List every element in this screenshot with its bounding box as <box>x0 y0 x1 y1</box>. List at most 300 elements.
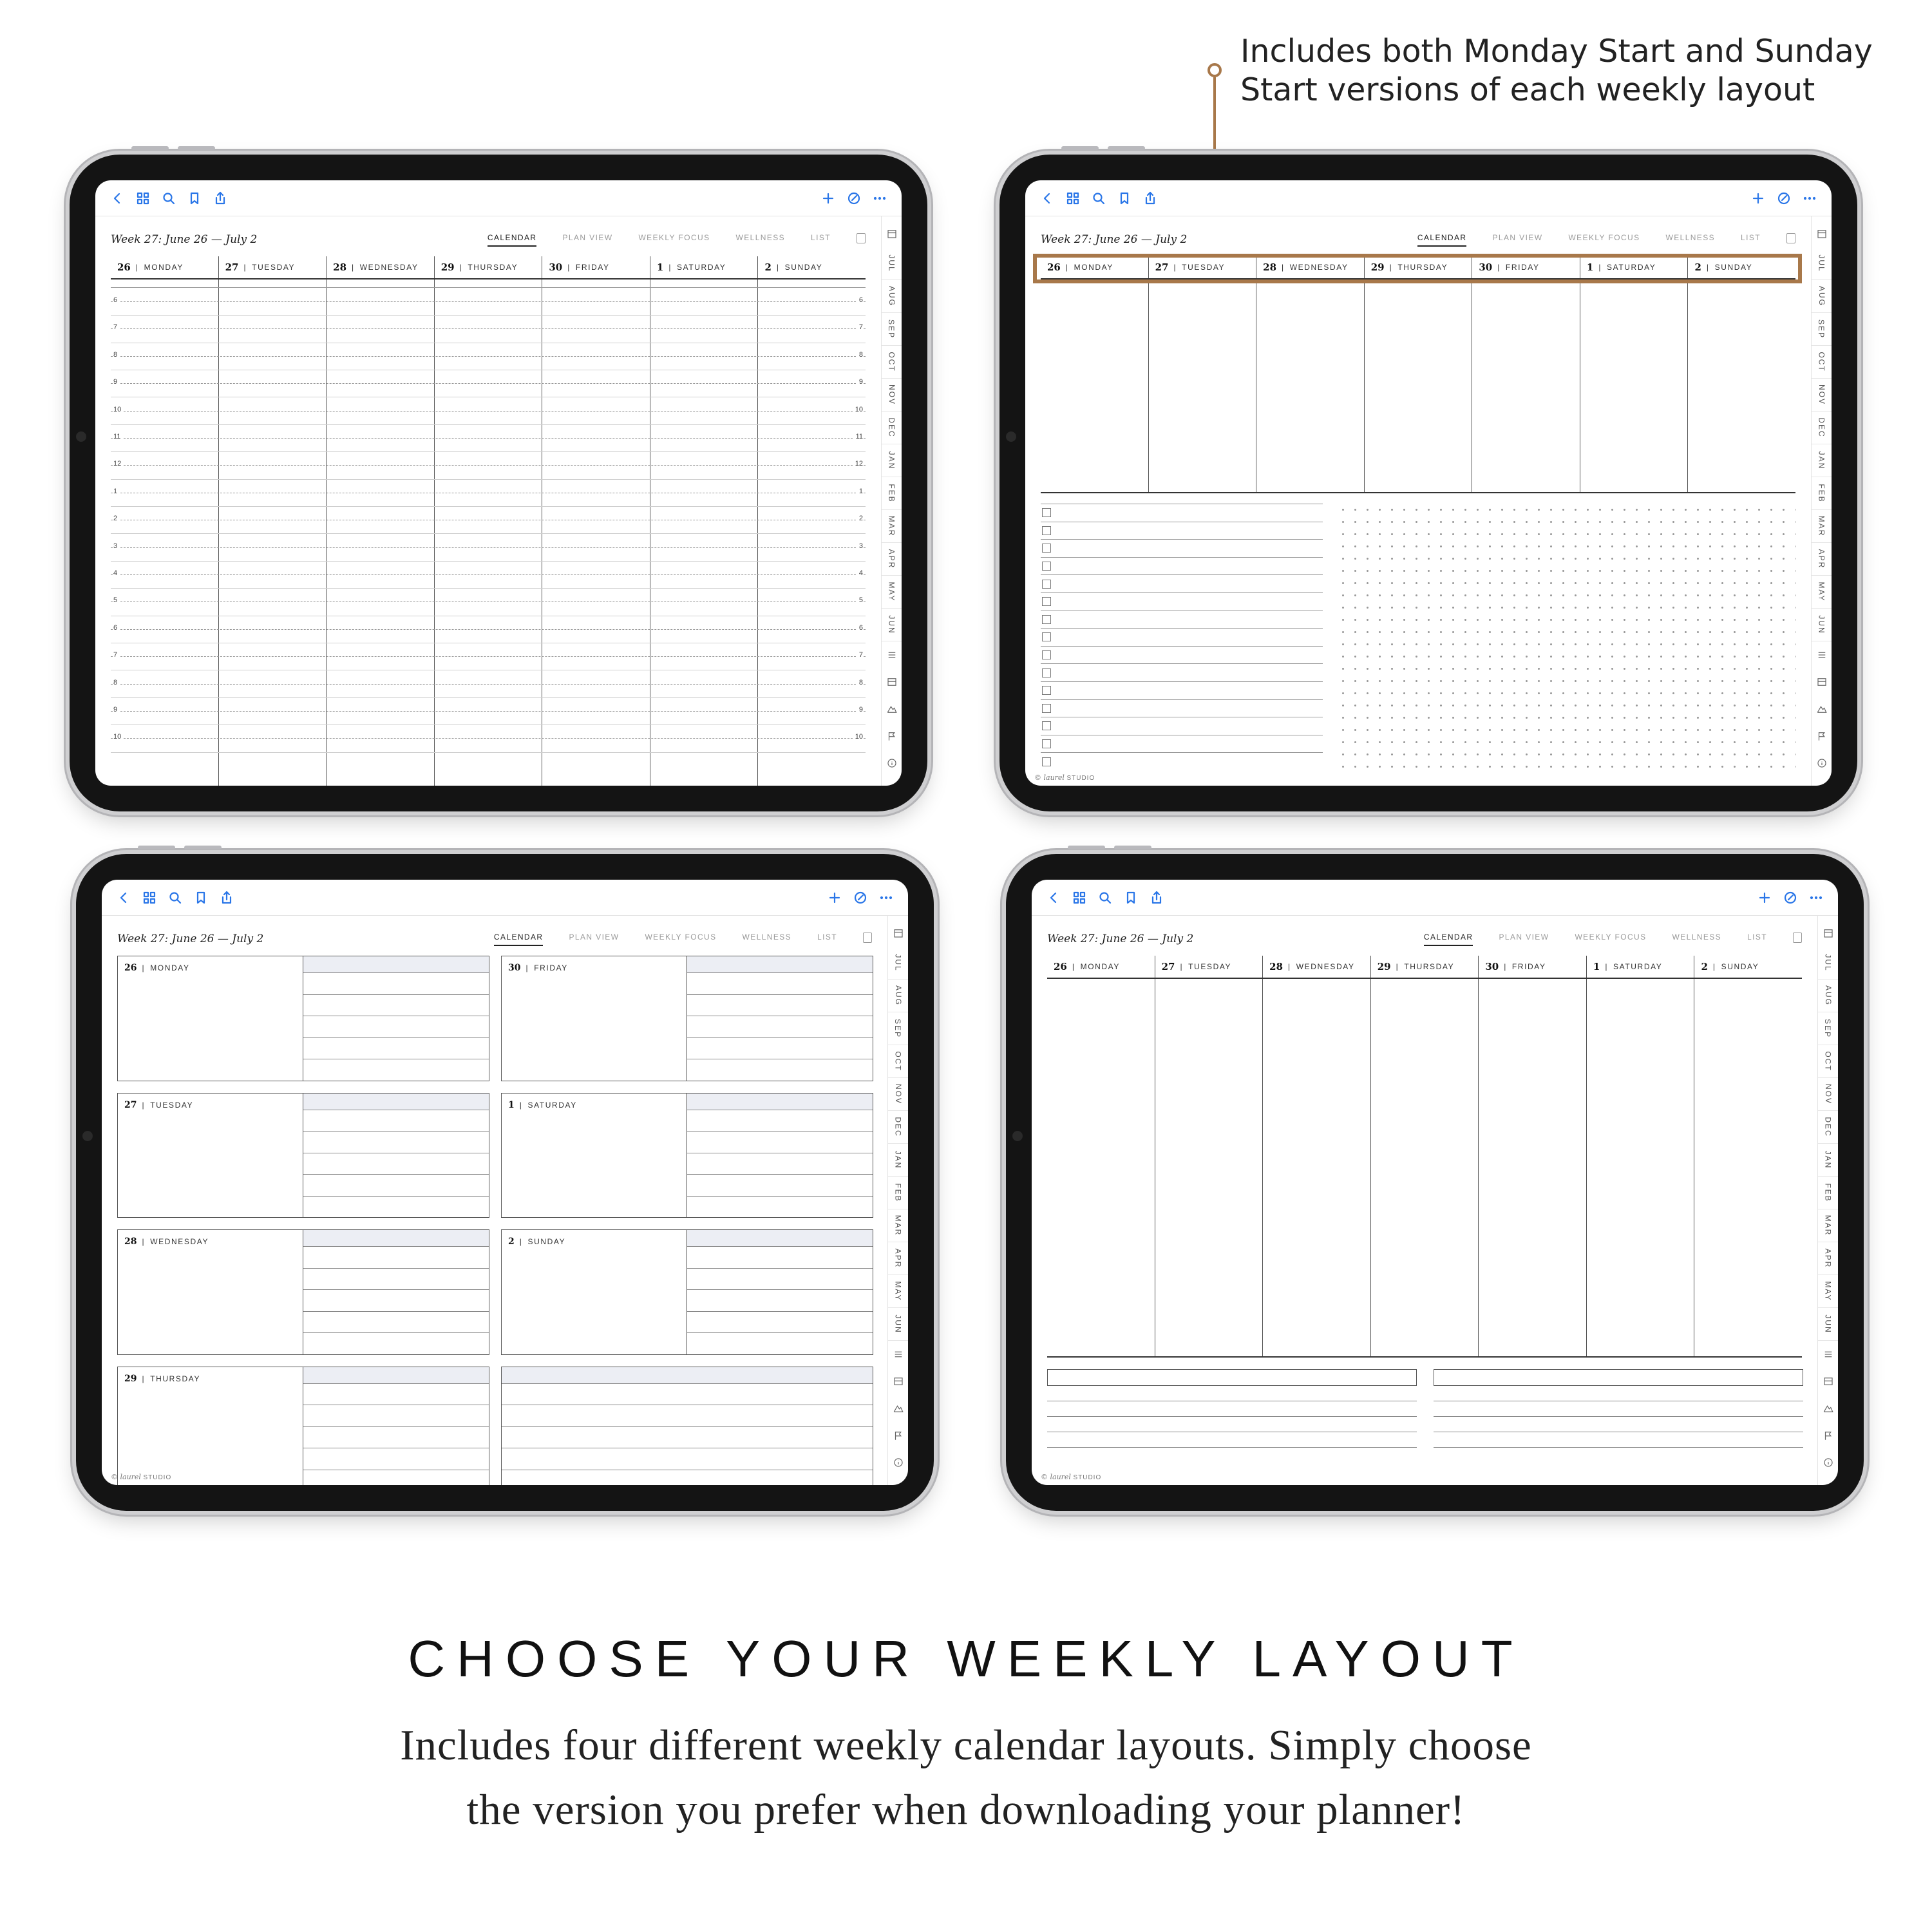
task-row[interactable] <box>1041 752 1323 770</box>
month-tab-sep[interactable] <box>1818 1012 1838 1045</box>
day-box-grid <box>117 956 872 1470</box>
tab-calendar[interactable]: CALENDAR <box>488 233 537 247</box>
month-tab-oct[interactable] <box>888 1045 908 1078</box>
line <box>303 973 489 995</box>
calendar-icon[interactable] <box>882 220 902 247</box>
calendar-icon[interactable] <box>1812 220 1832 247</box>
task-row[interactable] <box>1041 663 1323 681</box>
month-tab-apr[interactable] <box>1812 543 1832 576</box>
month-tab-oct[interactable] <box>1812 346 1832 379</box>
layout-icon[interactable] <box>888 1368 908 1395</box>
hour-rule <box>111 356 866 357</box>
pencil-circle-icon[interactable] <box>1777 885 1803 911</box>
day-name: THURSDAY <box>468 263 518 272</box>
day-number: 27 <box>1161 961 1175 972</box>
task-checkbox[interactable] <box>1042 632 1051 641</box>
day-column-tuesday[interactable] <box>1155 979 1263 1356</box>
notes-line <box>1047 1417 1417 1432</box>
month-tab-label: JAN <box>1823 1150 1833 1170</box>
day-number: 1 <box>508 1099 515 1110</box>
line <box>687 1269 873 1291</box>
bookmark-icon[interactable] <box>182 185 207 211</box>
day-column-saturday[interactable] <box>1586 979 1694 1356</box>
info-icon[interactable] <box>888 1449 908 1476</box>
tab-wellness[interactable]: WELLNESS <box>735 233 786 242</box>
month-tab-oct[interactable] <box>1818 1045 1838 1078</box>
plus-icon[interactable] <box>1752 885 1777 911</box>
dot-grid <box>1337 504 1795 770</box>
day-box-tuesday[interactable] <box>117 1093 489 1218</box>
day-box-lines <box>502 1367 873 1486</box>
layout-icon[interactable] <box>1812 668 1832 696</box>
day-separator: | <box>142 1100 146 1110</box>
month-tab-label: JUN <box>1817 615 1826 634</box>
share-icon[interactable] <box>1137 185 1163 211</box>
pencil-circle-icon[interactable] <box>848 885 873 911</box>
day-number: 30 <box>549 261 563 273</box>
search-icon[interactable] <box>1086 185 1112 211</box>
day-box-sunday[interactable] <box>501 1229 873 1355</box>
day-header-thursday[interactable] <box>434 256 542 278</box>
month-tab-sep[interactable] <box>1812 313 1832 346</box>
month-tab-jun[interactable] <box>1812 609 1832 641</box>
day-column-wednesday[interactable] <box>1256 279 1364 492</box>
task-checkbox[interactable] <box>1042 739 1051 748</box>
month-tab-jun[interactable] <box>1818 1308 1838 1341</box>
month-tab-nov[interactable] <box>1818 1078 1838 1111</box>
more-icon[interactable] <box>873 885 899 911</box>
mountain-icon[interactable] <box>888 1395 908 1422</box>
notes-header-box[interactable] <box>1434 1369 1803 1386</box>
day-separator: | <box>519 1100 523 1110</box>
plus-icon[interactable] <box>822 885 848 911</box>
more-icon[interactable] <box>1797 185 1823 211</box>
line <box>303 1405 489 1427</box>
month-tab-feb[interactable] <box>1818 1177 1838 1209</box>
task-checkbox[interactable] <box>1042 615 1051 624</box>
task-list <box>1041 504 1323 786</box>
list-icon[interactable] <box>1812 641 1832 668</box>
day-column-saturday[interactable] <box>1580 279 1688 492</box>
day-column-friday[interactable] <box>1478 979 1586 1356</box>
day-header-saturday[interactable] <box>650 256 758 278</box>
line <box>687 1153 873 1175</box>
share-icon[interactable] <box>1144 885 1170 911</box>
day-column-thursday[interactable] <box>1370 979 1479 1356</box>
day-header-thursday[interactable] <box>1370 956 1479 978</box>
day-header-sunday[interactable] <box>757 256 866 278</box>
month-tab-dec[interactable] <box>1818 1111 1838 1144</box>
month-tab-may[interactable] <box>1812 576 1832 609</box>
pencil-circle-icon[interactable] <box>841 185 867 211</box>
month-tab-jan[interactable] <box>888 1144 908 1177</box>
day-header-friday[interactable] <box>542 256 650 278</box>
plus-icon[interactable] <box>815 185 841 211</box>
month-side-tabs <box>881 216 902 786</box>
day-column-sunday[interactable] <box>1694 979 1802 1356</box>
month-tab-label: APR <box>1823 1248 1833 1269</box>
line <box>687 1197 873 1218</box>
more-icon[interactable] <box>867 185 893 211</box>
day-name: MONDAY <box>1074 263 1113 272</box>
month-tab-may[interactable] <box>882 576 902 609</box>
task-row[interactable] <box>1041 628 1323 646</box>
day-column-sunday[interactable] <box>1687 279 1795 492</box>
month-tab-label: FEB <box>893 1183 903 1202</box>
line <box>687 1333 873 1354</box>
day-box-friday[interactable] <box>501 956 873 1081</box>
hour-rule <box>111 383 866 384</box>
day-box-lines <box>303 1230 489 1354</box>
layout-icon[interactable] <box>1818 1368 1838 1395</box>
info-icon[interactable] <box>1818 1449 1838 1476</box>
back-icon[interactable] <box>1041 885 1066 911</box>
day-number: 1 <box>1593 961 1600 972</box>
month-tab-jul[interactable] <box>882 247 902 280</box>
day-box-saturday[interactable] <box>501 1093 873 1218</box>
month-tab-feb[interactable] <box>888 1177 908 1209</box>
notes-line <box>1047 1386 1417 1401</box>
volume-button <box>1068 846 1105 849</box>
annotation-pin-dot <box>1208 63 1222 77</box>
task-row[interactable] <box>1041 522 1323 540</box>
month-tab-label: OCT <box>893 1051 903 1072</box>
hour-label-left: 6 <box>113 624 119 632</box>
task-row[interactable] <box>1041 504 1323 522</box>
month-tab-jul[interactable] <box>1818 947 1838 980</box>
day-number: 29 <box>1370 261 1385 273</box>
day-column-monday[interactable] <box>1047 979 1155 1356</box>
tab-plan-view[interactable]: PLAN VIEW <box>569 933 620 942</box>
task-row[interactable] <box>1041 557 1323 575</box>
month-tab-label: APR <box>887 549 896 569</box>
tab-calendar[interactable]: CALENDAR <box>494 933 544 946</box>
day-header-friday[interactable] <box>1478 956 1586 978</box>
day-number: 1 <box>656 261 664 273</box>
task-row[interactable] <box>1041 735 1323 753</box>
month-tab-oct[interactable] <box>882 346 902 379</box>
month-tab-jun[interactable] <box>882 609 902 641</box>
flag-icon[interactable] <box>1812 723 1832 750</box>
day-header-wednesday[interactable] <box>326 256 434 278</box>
day-separator: | <box>668 263 672 272</box>
day-column-friday[interactable] <box>1472 279 1580 492</box>
task-row[interactable] <box>1041 611 1323 629</box>
month-tab-nov[interactable] <box>882 379 902 412</box>
hour-rule <box>111 547 866 548</box>
day-number: 26 <box>1054 961 1067 972</box>
hour-label-right: 1 <box>857 488 863 495</box>
month-tab-label: JUL <box>1817 254 1826 272</box>
document-icon[interactable] <box>1786 233 1795 243</box>
day-name: TUESDAY <box>1182 263 1226 272</box>
tablet-vertical-notes-layout <box>1006 854 1864 1511</box>
info-icon[interactable] <box>1812 750 1832 777</box>
month-tab-may[interactable] <box>888 1275 908 1308</box>
document-icon[interactable] <box>857 233 866 243</box>
line <box>687 1312 873 1334</box>
tab-plan-view[interactable]: PLAN VIEW <box>1492 233 1543 242</box>
hour-rule <box>111 711 866 712</box>
task-checkbox[interactable] <box>1042 580 1051 589</box>
hour-rule <box>111 656 866 657</box>
task-row[interactable] <box>1041 699 1323 717</box>
day-header-tuesday[interactable] <box>218 256 327 278</box>
flag-icon[interactable] <box>888 1422 908 1449</box>
task-checkbox[interactable] <box>1042 526 1051 535</box>
day-box-left <box>502 956 687 1081</box>
hour-rule <box>111 328 866 329</box>
month-tab-jan[interactable] <box>1812 444 1832 477</box>
day-name: MONDAY <box>1080 962 1120 971</box>
tab-weekly-focus[interactable]: WEEKLY FOCUS <box>645 933 717 942</box>
task-row[interactable] <box>1041 539 1323 557</box>
day-header-monday[interactable] <box>1047 956 1155 978</box>
day-separator: | <box>1389 263 1393 272</box>
description-line-2: the version you prefer when downloading your planner! <box>466 1786 1466 1833</box>
day-box-wednesday[interactable] <box>117 1229 489 1355</box>
tab-list[interactable]: LIST <box>811 233 831 242</box>
volume-button <box>178 146 215 150</box>
notes-column[interactable] <box>1047 1369 1417 1448</box>
month-tab-label: MAY <box>1823 1281 1833 1302</box>
day-number: 28 <box>124 1236 137 1247</box>
hour-label-right: 6 <box>857 624 863 632</box>
task-checkbox[interactable] <box>1042 597 1051 606</box>
day-number: 26 <box>117 261 131 273</box>
tab-weekly-focus[interactable]: WEEKLY FOCUS <box>1568 233 1640 242</box>
month-tab-apr[interactable] <box>1818 1242 1838 1275</box>
grid-icon[interactable] <box>130 185 156 211</box>
task-checkbox[interactable] <box>1042 704 1051 713</box>
month-tab-label: OCT <box>1823 1051 1833 1072</box>
day-box-thursday[interactable] <box>117 1367 489 1486</box>
month-tab-label: JAN <box>887 451 896 470</box>
copyright: © laurel STUDIO <box>1041 1473 1102 1481</box>
month-tab-dec[interactable] <box>1812 412 1832 444</box>
task-checkbox[interactable] <box>1042 562 1051 571</box>
plus-icon[interactable] <box>1745 185 1771 211</box>
day-number: 2 <box>764 261 772 273</box>
task-checkbox[interactable] <box>1042 668 1051 677</box>
month-tab-mar[interactable] <box>882 510 902 543</box>
task-checkbox[interactable] <box>1042 757 1051 766</box>
month-tab-mar[interactable] <box>1818 1209 1838 1242</box>
line <box>303 1016 489 1038</box>
task-row[interactable] <box>1041 681 1323 699</box>
list-icon[interactable] <box>888 1341 908 1368</box>
extra-notes-box[interactable] <box>501 1367 873 1486</box>
layout-icon[interactable] <box>882 668 902 696</box>
line <box>303 1470 489 1486</box>
toolbar <box>102 880 908 916</box>
day-separator: | <box>519 1237 523 1246</box>
month-tab-label: JUN <box>1823 1314 1833 1334</box>
tab-calendar[interactable]: CALENDAR <box>1417 233 1467 247</box>
month-tab-mar[interactable] <box>1812 510 1832 543</box>
task-row[interactable] <box>1041 717 1323 735</box>
tab-list[interactable]: LIST <box>817 933 837 942</box>
tab-list[interactable]: LIST <box>1741 233 1761 242</box>
task-checkbox[interactable] <box>1042 508 1051 517</box>
calendar-icon[interactable] <box>888 920 908 947</box>
notes-header-box[interactable] <box>1047 1369 1417 1386</box>
mountain-icon[interactable] <box>1812 696 1832 723</box>
back-icon[interactable] <box>1034 185 1060 211</box>
month-tab-feb[interactable] <box>1812 477 1832 510</box>
month-tab-may[interactable] <box>1818 1275 1838 1308</box>
day-separator: | <box>1173 263 1177 272</box>
line <box>502 1448 873 1470</box>
calendar-icon[interactable] <box>1818 920 1838 947</box>
volume-button <box>131 146 169 150</box>
tab-plan-view[interactable]: PLAN VIEW <box>1499 933 1549 942</box>
tab-calendar[interactable]: CALENDAR <box>1424 933 1473 946</box>
day-column-monday[interactable] <box>1041 279 1148 492</box>
info-icon[interactable] <box>882 750 902 777</box>
line <box>502 1384 873 1406</box>
month-tab-dec[interactable] <box>888 1111 908 1144</box>
tab-wellness[interactable]: WELLNESS <box>1672 933 1722 942</box>
month-tab-jan[interactable] <box>1818 1144 1838 1177</box>
tab-wellness[interactable]: WELLNESS <box>742 933 792 942</box>
page-content <box>117 916 872 1485</box>
month-tab-apr[interactable] <box>882 543 902 576</box>
volume-button <box>184 846 222 849</box>
day-number: 26 <box>1047 261 1061 273</box>
volume-button <box>1061 146 1099 150</box>
week-title: Week 27: June 26 — July 2 <box>117 933 264 945</box>
pencil-circle-icon[interactable] <box>1771 185 1797 211</box>
search-icon[interactable] <box>156 185 182 211</box>
back-icon[interactable] <box>111 885 137 911</box>
camera-dot <box>76 431 86 442</box>
share-icon[interactable] <box>207 185 233 211</box>
tab-weekly-focus[interactable]: WEEKLY FOCUS <box>1575 933 1647 942</box>
document-icon[interactable] <box>863 933 872 943</box>
search-icon[interactable] <box>1092 885 1118 911</box>
month-tab-nov[interactable] <box>888 1078 908 1111</box>
day-column-wednesday[interactable] <box>1262 979 1370 1356</box>
search-icon[interactable] <box>162 885 188 911</box>
day-separator: | <box>1072 962 1075 971</box>
day-separator: | <box>243 263 247 272</box>
month-tab-label: SEP <box>1817 319 1826 339</box>
notes-column[interactable] <box>1434 1369 1803 1448</box>
month-tab-aug[interactable] <box>888 980 908 1012</box>
month-tab-aug[interactable] <box>1812 280 1832 313</box>
task-row[interactable] <box>1041 574 1323 592</box>
line <box>502 1427 873 1449</box>
month-tab-label: JUL <box>887 254 896 272</box>
hour-label-right: 7 <box>857 323 863 331</box>
month-tab-aug[interactable] <box>1818 980 1838 1012</box>
month-tab-sep[interactable] <box>882 313 902 346</box>
task-checkbox[interactable] <box>1042 686 1051 695</box>
line <box>687 1038 873 1060</box>
month-tab-sep[interactable] <box>888 1012 908 1045</box>
month-tab-apr[interactable] <box>888 1242 908 1275</box>
share-icon[interactable] <box>214 885 240 911</box>
tab-wellness[interactable]: WELLNESS <box>1665 233 1716 242</box>
flag-icon[interactable] <box>882 723 902 750</box>
half-hour-rule <box>111 479 866 480</box>
day-header-monday[interactable] <box>111 256 218 278</box>
day-name: TUESDAY <box>1188 962 1232 971</box>
list-icon[interactable] <box>882 641 902 668</box>
back-icon[interactable] <box>104 185 130 211</box>
task-row[interactable] <box>1041 646 1323 664</box>
more-icon[interactable] <box>1803 885 1829 911</box>
month-tab-label: MAR <box>1817 515 1826 537</box>
grid-icon[interactable] <box>1066 885 1092 911</box>
tab-plan-view[interactable]: PLAN VIEW <box>562 233 613 242</box>
annotation-line-2: Start versions of each weekly layout <box>1240 71 1815 108</box>
document-icon[interactable] <box>1793 933 1802 943</box>
day-box-left <box>502 1230 687 1354</box>
half-hour-rule <box>111 506 866 507</box>
day-box-monday[interactable] <box>117 956 489 1081</box>
day-number: 30 <box>1485 961 1499 972</box>
day-column-thursday[interactable] <box>1364 279 1472 492</box>
task-checkbox[interactable] <box>1042 650 1051 659</box>
line <box>303 1059 489 1081</box>
month-tab-label: DEC <box>887 417 896 438</box>
bookmark-icon[interactable] <box>188 885 214 911</box>
day-number: 2 <box>1701 961 1708 972</box>
task-row[interactable] <box>1041 592 1323 611</box>
tab-list[interactable]: LIST <box>1747 933 1767 942</box>
month-tab-mar[interactable] <box>888 1209 908 1242</box>
month-tab-label: MAR <box>1823 1215 1833 1236</box>
day-header-tuesday[interactable] <box>1155 956 1263 978</box>
day-header-sunday[interactable] <box>1694 956 1802 978</box>
month-tab-jan[interactable] <box>882 444 902 477</box>
month-tab-nov[interactable] <box>1812 379 1832 412</box>
month-tab-jul[interactable] <box>888 947 908 980</box>
month-tab-label: NOV <box>1817 384 1826 406</box>
day-header-wednesday[interactable] <box>1262 956 1370 978</box>
mountain-icon[interactable] <box>1818 1395 1838 1422</box>
day-separator: | <box>1497 263 1501 272</box>
line <box>687 1290 873 1312</box>
mountain-icon[interactable] <box>882 696 902 723</box>
tab-weekly-focus[interactable]: WEEKLY FOCUS <box>638 233 710 242</box>
day-column-tuesday[interactable] <box>1148 279 1256 492</box>
bookmark-icon[interactable] <box>1112 185 1137 211</box>
volume-button <box>138 846 175 849</box>
month-tab-jul[interactable] <box>1812 247 1832 280</box>
month-tab-dec[interactable] <box>882 412 902 444</box>
task-checkbox[interactable] <box>1042 544 1051 553</box>
half-hour-rule <box>111 588 866 589</box>
grid-icon[interactable] <box>1060 185 1086 211</box>
day-separator: | <box>459 263 463 272</box>
bookmark-icon[interactable] <box>1118 885 1144 911</box>
grid-icon[interactable] <box>137 885 162 911</box>
half-hour-rule <box>111 697 866 698</box>
line <box>303 1290 489 1312</box>
month-tab-feb[interactable] <box>882 477 902 510</box>
hour-label-right: 5 <box>857 596 863 604</box>
hour-label-left: 8 <box>113 351 119 359</box>
task-checkbox[interactable] <box>1042 721 1051 730</box>
day-header-saturday[interactable] <box>1586 956 1694 978</box>
list-icon[interactable] <box>1818 1341 1838 1368</box>
month-tab-jun[interactable] <box>888 1308 908 1341</box>
month-tab-aug[interactable] <box>882 280 902 313</box>
flag-icon[interactable] <box>1818 1422 1838 1449</box>
